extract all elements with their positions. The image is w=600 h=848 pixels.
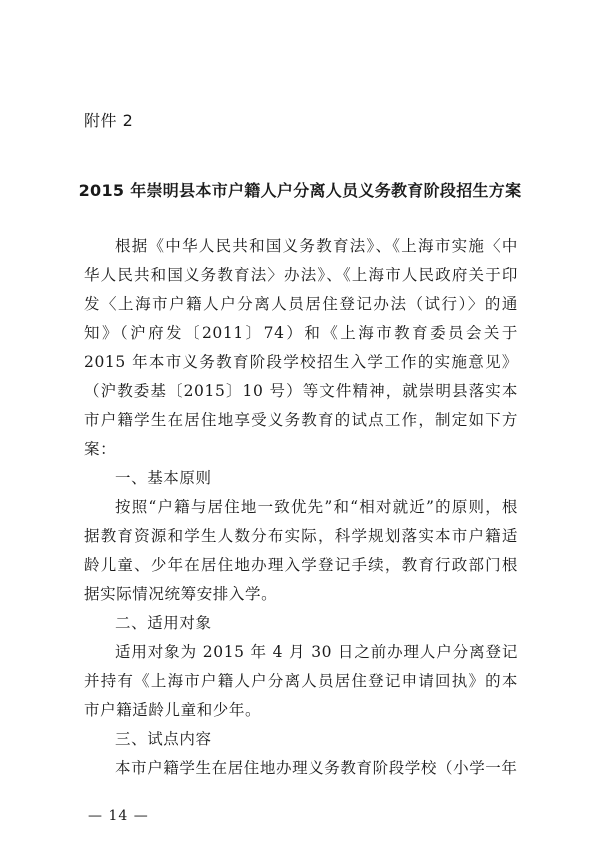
- section-heading-principles: 一、基本原则: [115, 469, 212, 487]
- attachment-label: 附件 2: [84, 111, 134, 130]
- document-title: 2015 年崇明县本市户籍人户分离人员义务教育阶段招生方案: [78, 181, 522, 200]
- intro-paragraph: 根据《中华人民共和国义务教育法》、《上海市实施〈中华人民共和国义务教育法〉办法》、《上海市人民政府关于印发〈上海市户籍人户分离人员居住登记办法（试行）〉的通知》（沪府发〔2011〕74）和《上海市教育委员会关于 2015 年本市义务教育阶段学校招生入学工作的实施意见》（沪教委基〔2015〕10 号）等文件精神，就崇明县落实本市户籍学生在居住地享受义务教育的试点工作，制定如下方案：: [84, 237, 518, 458]
- section-text-applicability: 适用对象为 2015 年 4 月 30 日之前办理人户分离登记并持有《上海市户籍人户分离人员居住登记申请回执》的本市户籍适龄儿童和少年。: [84, 643, 518, 719]
- section-text-pilot-content: 本市户籍学生在居住地办理义务教育阶段学校（小学一年: [115, 759, 518, 777]
- section-text-principles: 按照“户籍与居住地一致优先”和“相对就近”的原则，根据教育资源和学生人数分布实际，科学规划落实本市户籍适龄儿童、少年在居住地办理入学登记手续，教育行政部门根据实际情况统筹安排入学。: [84, 498, 518, 603]
- page-number: — 14 —: [88, 808, 149, 824]
- section-heading-pilot-content: 三、试点内容: [115, 730, 212, 748]
- document-body: [84, 232, 518, 783]
- section-heading-applicability: 二、适用对象: [115, 614, 212, 632]
